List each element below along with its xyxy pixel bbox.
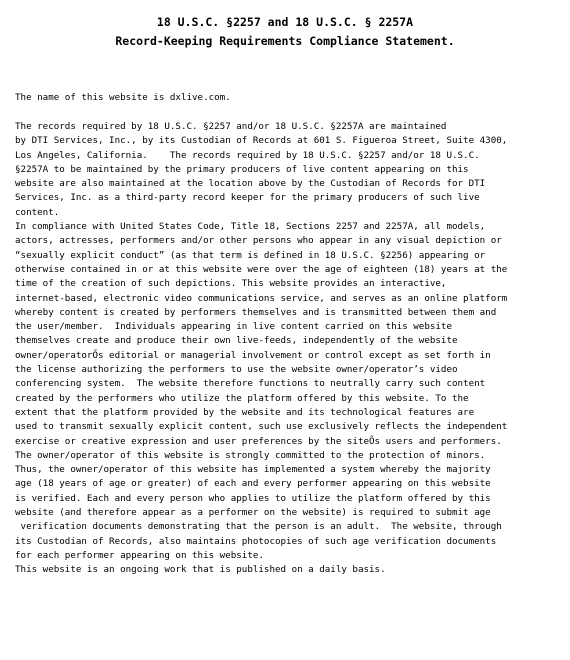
body-line: verification documents demonstrating that the person is an adult. The website, through <box>15 521 502 533</box>
body-line: the user/member. Individuals appearing in live content carried on this website <box>15 321 452 333</box>
body-line: whereby content is created by performers themselves and is transmitted between them and <box>15 306 497 318</box>
body-line: exercise or creative expression and user preferences by the siteÕs users and performers. <box>15 435 502 447</box>
body-line: is verified. Each and every person who applies to utilize the platform offered by this <box>15 492 491 504</box>
body-line: Services, Inc. as a third-party record keeper for the primary producers of such live <box>15 192 480 204</box>
body-line: extent that the platform provided by the website and its technological features are <box>15 406 475 418</box>
body-line: themselves create and produce their own live-feeds, independently of the website <box>15 335 458 347</box>
page-subtitle: Record-Keeping Requirements Compliance Statement. <box>115 34 455 48</box>
body-line: owner/operatorÕs editorial or managerial involvement or control except as set forth in <box>15 349 491 361</box>
body-line: time of the creation of such depictions. This website provides an interactive, <box>15 278 447 290</box>
body-line: Thus, the owner/operator of this website has implemented a system whereby the majority <box>15 464 491 476</box>
body-line: its Custodian of Records, also maintains photocopies of such age verification documents <box>15 535 497 547</box>
body-line: age (18 years of age or greater) of each and every performer appearing on this website <box>15 478 491 490</box>
compliance-text-body <box>15 120 560 578</box>
site-name-statement: The name of this website is dxlive.com. <box>15 92 231 103</box>
body-line: by DTI Services, Inc., by its Custodian of Records at 601 S. Figueroa Street, Suite 4300, <box>15 135 508 147</box>
body-line: §2257A to be maintained by the primary producers of live content appearing on this <box>15 163 469 175</box>
body-line: the license authorizing the performers to use the website owner/operator’s video <box>15 364 458 376</box>
body-line: used to transmit sexually explicit content, such use exclusively reflects the independent <box>15 421 508 433</box>
body-line: This website is an ongoing work that is published on a daily basis. <box>15 564 386 576</box>
body-line: content. <box>15 206 60 218</box>
body-line: otherwise contained in or at this website were over the age of eighteen (18) years at the <box>15 263 508 275</box>
body-line: actors, actresses, performers and/or other persons who appear in any visual depiction or <box>15 235 502 247</box>
body-line: The records required by 18 U.S.C. §2257 and/or 18 U.S.C. §2257A are maintained <box>15 121 447 132</box>
body-line: The owner/operator of this website is strongly committed to the protection of minors. <box>15 449 486 461</box>
body-line: Los Angeles, California. The records required by 18 U.S.C. §2257 and/or 18 U.S.C. <box>15 149 480 161</box>
body-line: created by the performers who utilize the platform offered by this website. To the <box>15 392 469 404</box>
body-line: conferencing system. The website therefore functions to neutrally carry such content <box>15 378 486 390</box>
body-line: website (and therefore appear as a performer on the website) is required to submit age <box>15 507 491 519</box>
body-line: website are also maintained at the location above by the Custodian of Records for DTI <box>15 178 486 190</box>
body-line: “sexually explicit conduct” (as that term is defined in 18 U.S.C. §2256) appearing or <box>15 249 486 261</box>
body-line: for each performer appearing on this website. <box>15 549 264 561</box>
body-line: In compliance with United States Code, Title 18, Sections 2257 and 2257A, all models, <box>15 221 486 233</box>
page-title: 18 U.S.C. §2257 and 18 U.S.C. § 2257A <box>156 15 414 29</box>
body-line: internet-based, electronic video communications service, and serves as an online platform <box>15 292 508 304</box>
